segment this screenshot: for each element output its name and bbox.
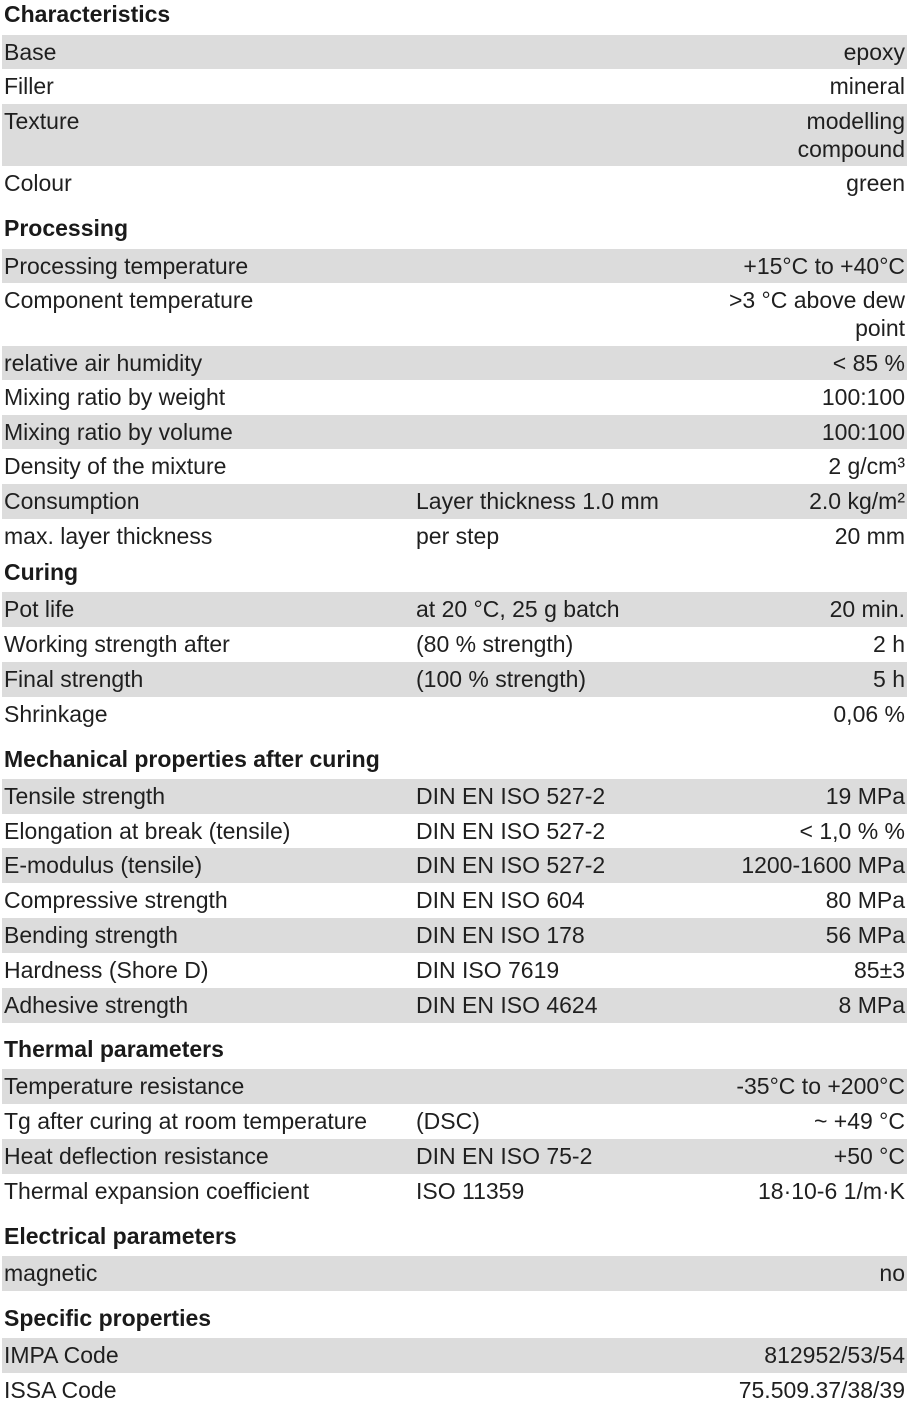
- row-value: 85±3: [854, 957, 905, 983]
- section-heading-curing: Curing: [4, 559, 79, 585]
- row-value: 75.509.37/38/39: [738, 1377, 905, 1403]
- row-label: Pot life: [4, 596, 75, 622]
- row-detail: DIN EN ISO 527-2: [416, 783, 606, 809]
- row-label: Texture: [4, 108, 80, 134]
- table-row: [2, 35, 907, 69]
- table-row: [2, 104, 907, 166]
- row-value: -35°C to +200°C: [736, 1073, 905, 1099]
- row-label: Adhesive strength: [4, 992, 189, 1018]
- table-row: [2, 415, 907, 449]
- row-label: Working strength after: [4, 631, 230, 657]
- row-label: max. layer thickness: [4, 523, 213, 549]
- table-row: [2, 953, 907, 988]
- table-row: [2, 249, 907, 283]
- row-value: < 1,0 % %: [799, 818, 905, 844]
- table-row: [2, 1373, 907, 1407]
- row-value: 1200-1600 MPa: [741, 852, 905, 878]
- section-heading-specific: Specific properties: [4, 1305, 212, 1331]
- row-value: 8 MPa: [838, 992, 905, 1018]
- table-row: [2, 1338, 907, 1373]
- row-value: no: [879, 1260, 905, 1286]
- table-row: [2, 449, 907, 484]
- row-value: +50 °C: [833, 1143, 905, 1169]
- row-detail: at 20 °C, 25 g batch: [416, 596, 620, 622]
- row-detail: DIN EN ISO 178: [416, 922, 585, 948]
- row-label: IMPA Code: [4, 1342, 119, 1368]
- table-row: [2, 484, 907, 519]
- row-label: Final strength: [4, 666, 144, 692]
- row-value: 20 min.: [829, 596, 905, 622]
- row-detail: DIN EN ISO 527-2: [416, 818, 606, 844]
- row-label: Mixing ratio by weight: [4, 384, 226, 410]
- row-label: Hardness (Shore D): [4, 957, 209, 983]
- row-detail: per step: [416, 523, 500, 549]
- row-label: Tensile strength: [4, 783, 166, 809]
- row-detail: (DSC): [416, 1108, 480, 1134]
- row-label: Base: [4, 39, 57, 65]
- row-detail: DIN EN ISO 604: [416, 887, 585, 913]
- row-label: Density of the mixture: [4, 453, 227, 479]
- section-heading-thermal: Thermal parameters: [4, 1036, 224, 1062]
- table-row: [2, 519, 907, 554]
- row-detail: DIN EN ISO 527-2: [416, 852, 606, 878]
- row-label: Bending strength: [4, 922, 178, 948]
- row-value: < 85 %: [832, 350, 905, 376]
- row-label: ISSA Code: [4, 1377, 117, 1403]
- row-label: Tg after curing at room temperature: [4, 1108, 368, 1134]
- row-label: Mixing ratio by volume: [4, 419, 233, 445]
- section-heading-processing: Processing: [4, 215, 128, 241]
- table-row: [2, 627, 907, 662]
- row-label: Temperature resistance: [4, 1073, 245, 1099]
- row-value: 56 MPa: [825, 922, 905, 948]
- row-value: green: [846, 170, 905, 196]
- row-value: 18·10-6 1/m·K: [757, 1178, 905, 1204]
- table-row: [2, 848, 907, 883]
- row-detail: DIN EN ISO 4624: [416, 992, 598, 1018]
- table-row: [2, 918, 907, 953]
- row-detail: ISO 11359: [416, 1178, 525, 1204]
- row-value: modelling compound: [797, 108, 905, 162]
- table-row: [2, 166, 907, 201]
- row-label: Colour: [4, 170, 72, 196]
- row-value: 2 g/cm³: [828, 453, 905, 479]
- row-value: 0,06 %: [833, 701, 905, 727]
- row-detail: DIN ISO 7619: [416, 957, 560, 983]
- row-label: Compressive strength: [4, 887, 228, 913]
- table-row: [2, 697, 907, 732]
- row-label: Consumption: [4, 488, 140, 514]
- row-detail: Layer thickness 1.0 mm: [416, 488, 659, 514]
- row-value: >3 °C above dew point: [728, 287, 905, 341]
- row-label: Heat deflection resistance: [4, 1143, 269, 1169]
- row-label: magnetic: [4, 1260, 98, 1286]
- table-row: [2, 988, 907, 1023]
- row-value: 2 h: [873, 631, 905, 657]
- table-row: [2, 1069, 907, 1104]
- table-row: [2, 779, 907, 814]
- table-row: [2, 283, 907, 346]
- table-row: [2, 1256, 907, 1291]
- table-row: [2, 1174, 907, 1209]
- table-row: [2, 346, 907, 380]
- row-value: ~ +49 °C: [813, 1108, 905, 1134]
- table-row: [2, 662, 907, 697]
- table-row: [2, 380, 907, 415]
- row-detail: (100 % strength): [416, 666, 587, 692]
- row-label: Shrinkage: [4, 701, 108, 727]
- table-row: [2, 592, 907, 627]
- row-value: 20 mm: [834, 523, 905, 549]
- row-value: epoxy: [843, 39, 905, 65]
- row-detail: (80 % strength): [416, 631, 574, 657]
- row-value: 2.0 kg/m²: [809, 488, 905, 514]
- section-heading-characteristics: Characteristics: [4, 1, 171, 27]
- row-label: Elongation at break (tensile): [4, 818, 291, 844]
- table-row: [2, 883, 907, 918]
- row-value: mineral: [829, 73, 905, 99]
- row-label: relative air humidity: [4, 350, 203, 376]
- row-label: Thermal expansion coefficient: [4, 1178, 310, 1204]
- row-label: Component temperature: [4, 287, 254, 313]
- section-heading-electrical: Electrical parameters: [4, 1223, 237, 1249]
- row-label: E-modulus (tensile): [4, 852, 203, 878]
- table-row: [2, 814, 907, 848]
- section-heading-mechanical: Mechanical properties after curing: [4, 746, 380, 772]
- row-label: Processing temperature: [4, 253, 249, 279]
- row-label: Filler: [4, 73, 54, 99]
- row-value: 5 h: [873, 666, 905, 692]
- row-value: 100:100: [821, 384, 905, 410]
- table-row: [2, 69, 907, 104]
- table-row: [2, 1104, 907, 1139]
- row-value: 100:100: [821, 419, 905, 445]
- table-row: [2, 1139, 907, 1174]
- row-value: 80 MPa: [825, 887, 905, 913]
- row-detail: DIN EN ISO 75-2: [416, 1143, 593, 1169]
- row-value: 19 MPa: [825, 783, 905, 809]
- row-value: +15°C to +40°C: [743, 253, 905, 279]
- row-value: 812952/53/54: [764, 1342, 905, 1368]
